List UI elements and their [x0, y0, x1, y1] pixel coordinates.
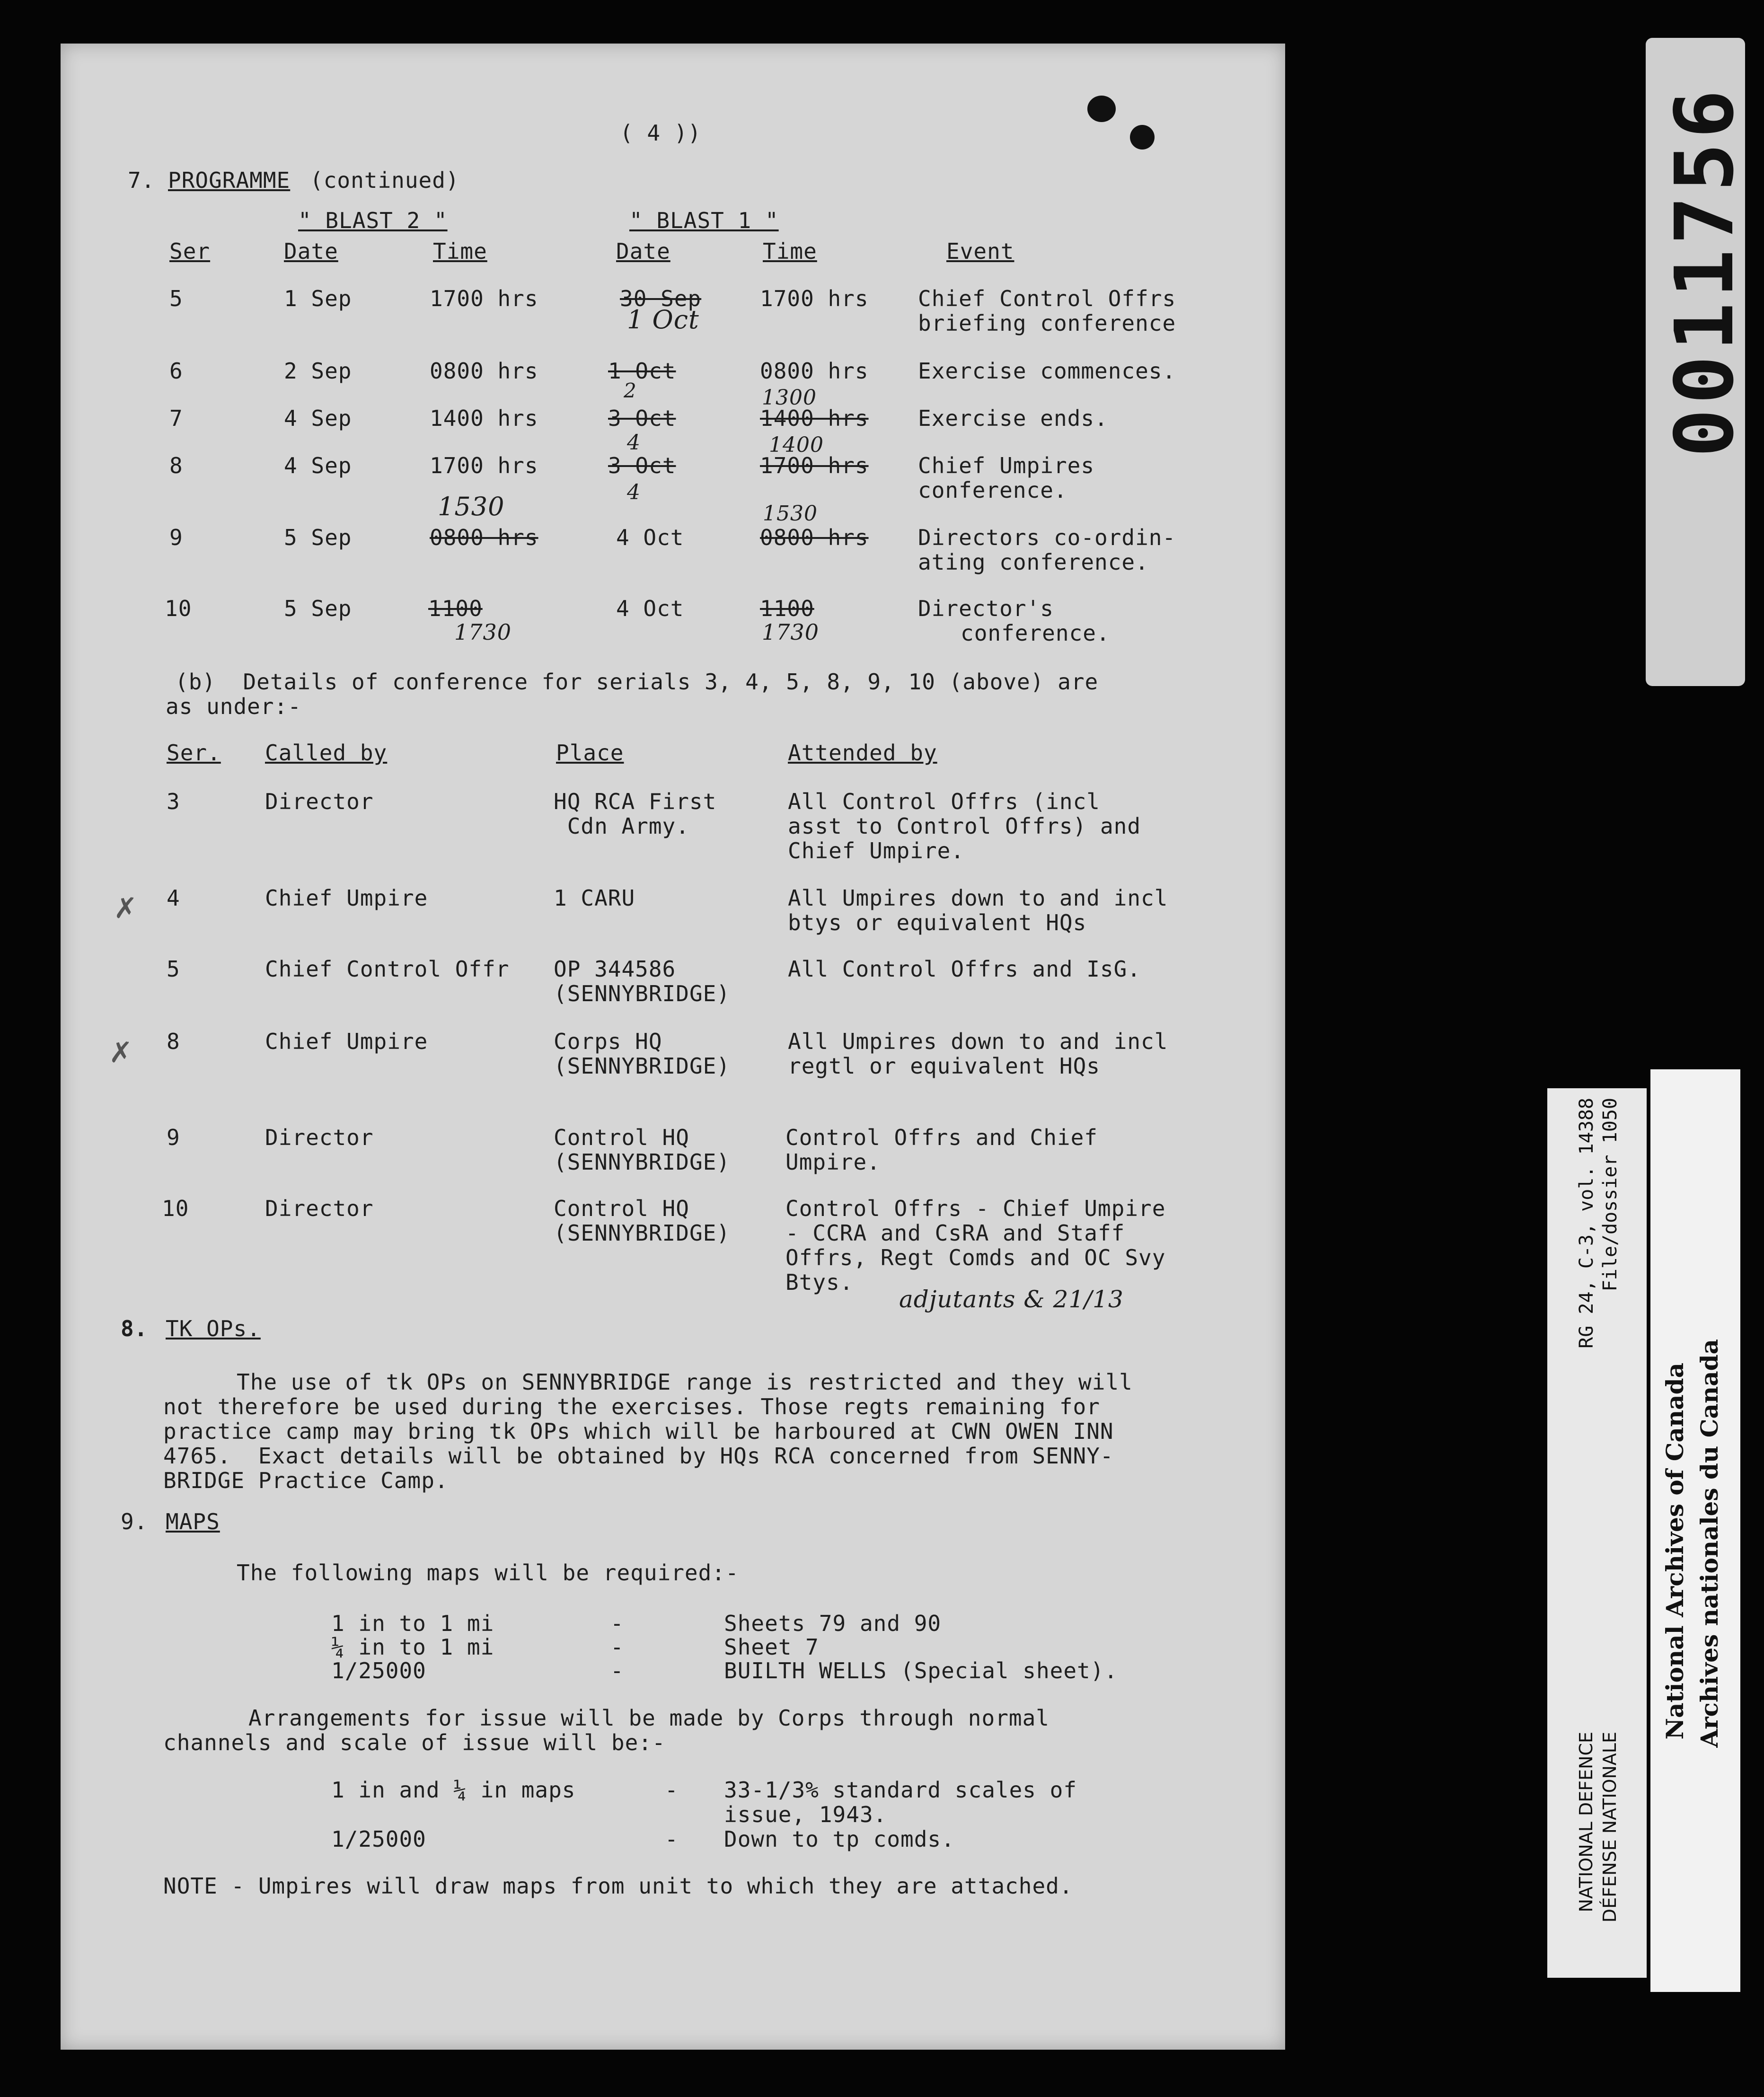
conf-place-line-2: (SENNYBRIDGE) — [554, 981, 731, 1006]
row-time-2: 1700 hrs — [430, 286, 538, 311]
archive-institution-label — [1650, 1069, 1740, 1992]
section-8-paragraph: not therefore be used during the exercises. Those regts remaining for — [163, 1394, 1100, 1419]
archive-number-strip — [1646, 38, 1752, 686]
conf-place-line-2: (SENNYBRIDGE) — [554, 1220, 731, 1246]
conf-attended-line-2: - CCRA and CsRA and Staff — [785, 1220, 1125, 1246]
row-date-1: 3 Oct — [608, 453, 676, 478]
handwritten-time: 1730 — [454, 619, 512, 645]
col-header-time-1: Time — [763, 238, 817, 264]
col-header-time-2: Time — [433, 238, 487, 264]
blast-2-heading: " BLAST 2 " — [298, 208, 448, 233]
row-date-2: 4 Sep — [284, 405, 352, 431]
department-fr: DÉFENSE NATIONALE — [1599, 1732, 1620, 1923]
handwritten-date: 2 — [624, 379, 637, 402]
conf-attended-line-2: btys or equivalent HQs — [788, 910, 1087, 935]
conf-attended: Control Offrs and Chief — [785, 1125, 1098, 1150]
conf-header-place: Place — [556, 740, 624, 766]
handwritten-signature: adjutants & 21/13 — [899, 1286, 1124, 1313]
row-time-1: 1700 hrs — [760, 453, 869, 478]
handwritten-time: 1530 — [763, 502, 818, 526]
issue-scale: 1/25000 — [331, 1826, 426, 1852]
conf-header-called-by: Called by — [265, 740, 388, 766]
note: NOTE - Umpires will draw maps from unit to which they are attached. — [163, 1873, 1073, 1899]
section-7-title: PROGRAMME — [168, 167, 291, 193]
handwritten-time: 1730 — [762, 619, 820, 645]
conf-called-by: Director — [265, 789, 374, 814]
conf-ser: 5 — [167, 956, 180, 982]
row-time-1: 0800 hrs — [760, 358, 869, 384]
row-time-1: 1100 — [760, 596, 814, 621]
conf-attended-line-3: Offrs, Regt Comds and OC Svy — [785, 1245, 1166, 1270]
issue-text-line-2: issue, 1943. — [724, 1802, 887, 1827]
row-date-2: 5 Sep — [284, 525, 352, 550]
handwritten-time: 1300 — [762, 386, 817, 410]
maps-intro: The following maps will be required:- — [237, 1560, 739, 1586]
conf-attended-line-2: regtl or equivalent HQs — [788, 1053, 1100, 1079]
map-sheet: Sheets 79 and 90 — [724, 1611, 942, 1636]
department-en: NATIONAL DEFENCE — [1576, 1732, 1596, 1912]
row-event-line-2: conference. — [961, 620, 1110, 646]
ink-blot — [1087, 96, 1116, 122]
section-8-title: TK OPs. — [166, 1316, 261, 1341]
blast-1-heading: " BLAST 1 " — [629, 208, 779, 233]
archive-reference: RG 24, C-3, vol. 14388 — [1576, 1098, 1597, 1348]
margin-x-mark: ✗ — [114, 892, 138, 925]
row-ser: 10 — [165, 596, 192, 621]
conf-place-line-2: (SENNYBRIDGE) — [554, 1149, 731, 1175]
conf-called-by: Chief Umpire — [265, 1029, 428, 1054]
institution-fr: Archives nationales du Canada — [1695, 1339, 1723, 1748]
row-event-line-2: briefing conference — [918, 310, 1176, 336]
conf-place: Control HQ — [554, 1196, 689, 1221]
handwritten-date: 4 — [627, 480, 641, 504]
row-date-2: 4 Sep — [284, 453, 352, 478]
section-7-continued: (continued) — [310, 167, 459, 193]
conference-intro: (b) Details of conference for serials 3, 4, 5, 8, 9, 10 (above) are — [175, 669, 1099, 695]
map-scale: ¼ in to 1 mi — [331, 1634, 494, 1660]
row-date-1: 3 Oct — [608, 405, 676, 431]
row-time-2: 1100 — [428, 596, 483, 621]
row-ser: 9 — [169, 525, 183, 550]
issue-text: Down to tp comds. — [724, 1826, 955, 1852]
row-date-2: 2 Sep — [284, 358, 352, 384]
issue-dash: - — [665, 1777, 679, 1803]
row-event: Exercise commences. — [918, 358, 1176, 384]
conf-called-by: Director — [265, 1125, 374, 1150]
conf-attended: All Umpires down to and incl — [788, 885, 1168, 911]
row-time-1: 1700 hrs — [760, 286, 869, 311]
conf-ser: 10 — [162, 1196, 189, 1221]
row-time-2: 1700 hrs — [430, 453, 538, 478]
row-ser: 8 — [169, 453, 183, 478]
row-event: Exercise ends. — [918, 405, 1108, 431]
issue-dash: - — [665, 1826, 679, 1852]
issue-text: 33-1/3% standard scales of — [724, 1777, 1077, 1803]
conf-attended: All Umpires down to and incl — [788, 1029, 1168, 1054]
row-date-1: 4 Oct — [616, 525, 684, 550]
conf-place: OP 344586 — [554, 956, 676, 982]
conf-attended-line-3: Chief Umpire. — [788, 838, 965, 863]
conf-place-line-2: (SENNYBRIDGE) — [554, 1053, 731, 1079]
institution-en: National Archives of Canada — [1661, 1363, 1689, 1740]
row-time-2: 1400 hrs — [430, 405, 538, 431]
row-date-1: 1 Oct — [608, 358, 676, 384]
conf-ser: 8 — [167, 1029, 180, 1054]
conf-header-attended-by: Attended by — [788, 740, 937, 766]
row-date-1: 4 Oct — [616, 596, 684, 621]
row-event: Director's — [918, 596, 1054, 621]
conf-ser: 3 — [167, 789, 180, 814]
conf-place-line-2: Cdn Army. — [554, 813, 689, 839]
section-8-paragraph: The use of tk OPs on SENNYBRIDGE range is restricted and they will — [237, 1369, 1133, 1395]
col-header-ser: Ser — [169, 238, 211, 264]
row-date-2: 1 Sep — [284, 286, 352, 311]
conf-ser: 4 — [167, 885, 180, 911]
col-header-date-1: Date — [616, 238, 670, 264]
row-event: Chief Control Offrs — [918, 286, 1176, 311]
conf-attended-line-2: Umpire. — [785, 1149, 881, 1175]
row-date-1: 30 Sep — [620, 286, 702, 311]
row-ser: 7 — [169, 405, 183, 431]
handwritten-time: 1530 — [438, 492, 505, 521]
row-date-2: 5 Sep — [284, 596, 352, 621]
row-time-1: 1400 hrs — [760, 405, 869, 431]
archive-file: File/dossier 1050 — [1599, 1098, 1621, 1292]
ink-blot — [1130, 125, 1155, 150]
col-header-date-2: Date — [284, 238, 338, 264]
row-event-line-2: ating conference. — [918, 549, 1149, 575]
conf-place: Control HQ — [554, 1125, 689, 1150]
section-8-paragraph: BRIDGE Practice Camp. — [163, 1468, 449, 1493]
row-time-2: 0800 hrs — [430, 358, 538, 384]
row-time-1: 0800 hrs — [760, 525, 869, 550]
section-8-paragraph: 4765. Exact details will be obtained by HQs RCA concerned from SENNY- — [163, 1443, 1114, 1469]
conf-attended: All Control Offrs and IsG. — [788, 956, 1141, 982]
conf-attended: Control Offrs - Chief Umpire — [785, 1196, 1166, 1221]
conf-attended: All Control Offrs (incl — [788, 789, 1100, 814]
row-ser: 5 — [169, 286, 183, 311]
map-sheet: Sheet 7 — [724, 1634, 819, 1660]
arrangements-paragraph: Arrangements for issue will be made by Corps through normal — [248, 1705, 1050, 1731]
archive-frame-number: 0011756 — [1658, 85, 1752, 458]
map-dash: - — [610, 1634, 624, 1660]
map-sheet: BUILTH WELLS (Special sheet). — [724, 1658, 1118, 1683]
issue-scale: 1 in and ¼ in maps — [331, 1777, 576, 1803]
row-event: Chief Umpires — [918, 453, 1095, 478]
handwritten-date: 1 Oct — [627, 305, 699, 335]
map-scale: 1 in to 1 mi — [331, 1611, 494, 1636]
conference-intro-line-2: as under:- — [166, 694, 301, 719]
row-time-2: 0800 hrs — [430, 525, 538, 550]
conf-ser: 9 — [167, 1125, 180, 1150]
margin-x-mark: ✗ — [109, 1036, 133, 1069]
map-dash: - — [610, 1658, 624, 1683]
row-ser: 6 — [169, 358, 183, 384]
conf-place: Corps HQ — [554, 1029, 662, 1054]
conf-called-by: Director — [265, 1196, 374, 1221]
conf-called-by: Chief Umpire — [265, 885, 428, 911]
section-9-number: 9. — [121, 1509, 148, 1534]
archive-reference-label — [1547, 1088, 1647, 1978]
map-scale: 1/25000 — [331, 1658, 426, 1683]
row-event: Directors co-ordin- — [918, 525, 1176, 550]
arrangements-paragraph-line-2: channels and scale of issue will be:- — [163, 1730, 666, 1755]
handwritten-date: 4 — [627, 431, 641, 455]
conf-attended-line-4: Btys. — [785, 1269, 854, 1295]
section-8-number: 8. — [121, 1316, 148, 1341]
conf-place: 1 CARU — [554, 885, 635, 911]
handwritten-time: 1400 — [769, 433, 824, 457]
section-9-title: MAPS — [166, 1509, 220, 1534]
conf-place: HQ RCA First — [554, 789, 717, 814]
row-event-line-2: conference. — [918, 477, 1067, 503]
col-header-event: Event — [946, 238, 1014, 264]
map-dash: - — [610, 1611, 624, 1636]
section-7-number: 7. — [128, 167, 155, 193]
page-number: ( 4 )) — [620, 120, 702, 146]
conf-header-ser: Ser. — [167, 740, 221, 766]
section-8-paragraph: practice camp may bring tk OPs which will be harboured at CWN OWEN INN — [163, 1419, 1114, 1444]
conf-attended-line-2: asst to Control Offrs) and — [788, 813, 1141, 839]
conf-called-by: Chief Control Offr — [265, 956, 510, 982]
